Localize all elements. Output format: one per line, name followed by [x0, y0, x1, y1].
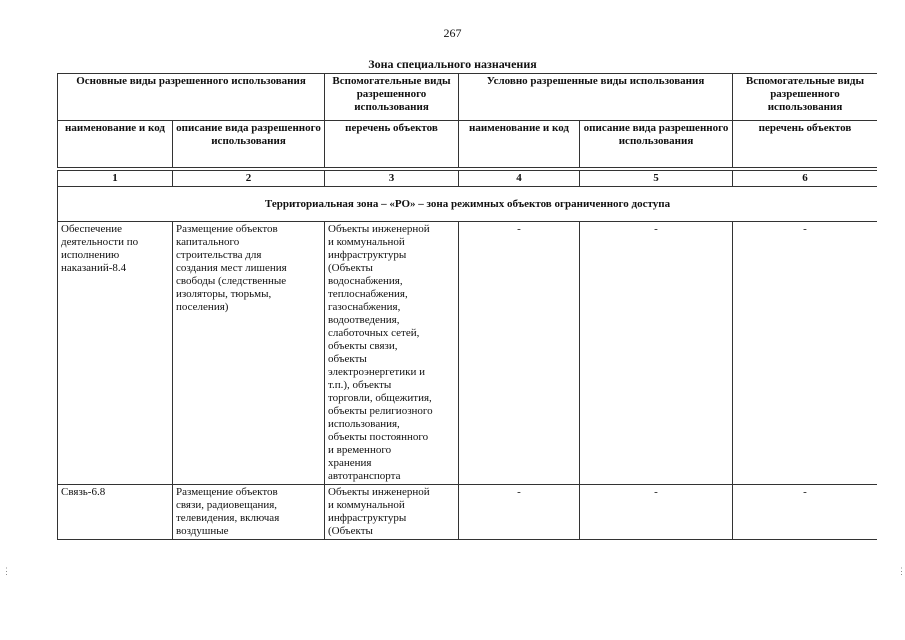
- conditional-objects: -: [733, 485, 878, 540]
- header-conditional-uses: Условно разрешенные виды использования: [459, 74, 733, 121]
- conditional-objects: -: [733, 222, 878, 485]
- conditional-name: -: [459, 485, 580, 540]
- conditional-description: -: [580, 222, 733, 485]
- use-name-code: Связь-6.8: [58, 485, 173, 540]
- use-description: Размещение объектов капитального строительства для создания мест лишения свободы (следственные изоляторы, тюрьмы, поселения): [173, 222, 325, 485]
- header-objects-2: перечень объектов: [733, 121, 878, 168]
- use-description: Размещение объектов связи, радиовещания, телевидения, включая воздушные: [173, 485, 325, 540]
- objects-list: Объекты инженерной и коммунальной инфраструктуры (Объекты водоснабжения, теплоснабжения, газоснабжения, водоотведения, слаботочных сетей, объекты связи, объекты электроэнергетики и т.п.), объекты торговли, общежития, объекты религиозного использования, объекты постоянного и временного хранения автотранспорта: [325, 222, 459, 485]
- zoning-table: [57, 73, 877, 540]
- use-name-code: Обеспечение деятельности по исполнению наказаний-8.4: [58, 222, 173, 485]
- header-row-columns: [58, 121, 878, 168]
- scan-edge-mark-right: ⋮: [897, 566, 905, 576]
- column-number: 4: [459, 171, 580, 187]
- header-name-code: наименование и код: [58, 121, 173, 168]
- zoning-table-container: [57, 73, 877, 578]
- objects-list: Объекты инженерной и коммунальной инфраструктуры (Объекты: [325, 485, 459, 540]
- zone-title: Территориальная зона – «РО» – зона режимных объектов ограниченного доступа: [58, 187, 878, 222]
- scan-edge-mark-left: ⋮: [2, 566, 10, 576]
- header-aux-uses-2: Вспомогательные виды разрешенного использования: [733, 74, 878, 121]
- conditional-description: -: [580, 485, 733, 540]
- header-aux-uses: Вспомогательные виды разрешенного использования: [325, 74, 459, 121]
- table-row: [58, 222, 878, 485]
- column-number: 5: [580, 171, 733, 187]
- header-objects: перечень объектов: [325, 121, 459, 168]
- table-row: [58, 485, 878, 540]
- zone-title-row: [58, 187, 878, 222]
- column-number: 3: [325, 171, 459, 187]
- conditional-name: -: [459, 222, 580, 485]
- page-title: Зона специального назначения: [368, 57, 537, 71]
- header-description: описание вида разрешенного использования: [173, 121, 325, 168]
- page-number: 267: [443, 26, 462, 40]
- column-number-row: [58, 171, 878, 187]
- column-number: 1: [58, 171, 173, 187]
- header-row-groups: [58, 74, 878, 121]
- header-description-2: описание вида разрешенного использования: [580, 121, 733, 168]
- column-number: 2: [173, 171, 325, 187]
- column-number: 6: [733, 171, 878, 187]
- header-main-uses: Основные виды разрешенного использования: [58, 74, 325, 121]
- header-name-code-2: наименование и код: [459, 121, 580, 168]
